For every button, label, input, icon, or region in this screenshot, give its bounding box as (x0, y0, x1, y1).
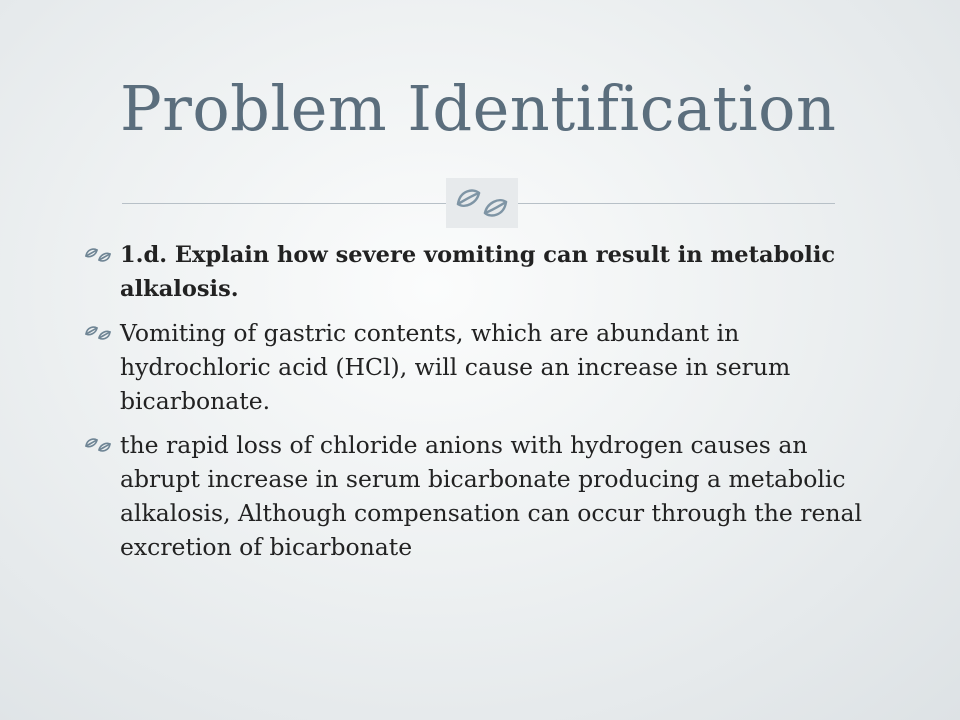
leaf-bullet-icon (84, 238, 120, 272)
leaf-bullet-icon (84, 316, 120, 350)
list-item (84, 316, 874, 418)
list-item (84, 428, 874, 564)
list-item (84, 238, 874, 306)
bullet-list (84, 238, 874, 574)
bullet-text-question: 1.d. Explain how severe vomiting can result in metabolic alkalosis. (120, 242, 836, 302)
leaf-bullet-icon (84, 428, 120, 462)
slide-title: Problem Identification (120, 72, 837, 145)
double-leaf-ornament-icon (446, 178, 518, 228)
bullet-text: the rapid loss of chloride anions with hydrogen causes an abrupt increase in serum bicarbonate producing a metabolic alkalosis, Although compensation can occur through the renal excretion of bicarbonate (120, 431, 863, 561)
bullet-text: Vomiting of gastric contents, which are abundant in hydrochloric acid (HCl), will cause an increase in serum bicarbonate. (120, 319, 791, 415)
